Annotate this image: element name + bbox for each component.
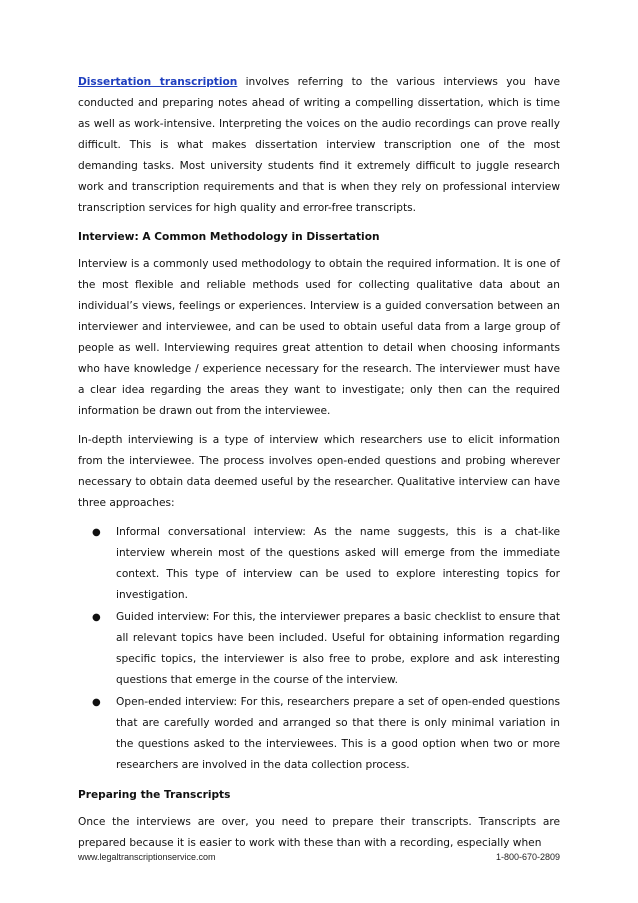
interview-paragraph-1: Interview is a commonly used methodology to obtain the required information. It is one of the most flexible and reliable methods used for collecting qualitative data about an individual’s views, feelings or experiences. Interview is a guided conversation between an interviewer and interviewee, and can be used to obtain useful data from a large group of people as well. Interviewing requires great attention to detail when choosing informants who have knowledge / experience necessary for the research. The interviewer must have a clear idea regarding the areas they want to investigate; only then can the required information be drawn out from the interviewee. bbox=[78, 258, 560, 417]
footer-website: www.legaltranscriptionservice.com bbox=[78, 852, 216, 862]
bullet-icon: ● bbox=[92, 612, 101, 623]
page-footer bbox=[78, 852, 560, 862]
dissertation-transcription-link[interactable]: Dissertation transcription bbox=[78, 76, 238, 88]
list-item-text: Guided interview: For this, the interviewer prepares a basic checklist to ensure that all relevant topics have been included. Useful for obtaining information regarding specific topics, the interviewer is also free to probe, explore and ask interesting questions that emerge in the course of the interview. bbox=[116, 611, 560, 686]
bullet-icon: ● bbox=[92, 697, 101, 708]
list-item bbox=[78, 607, 560, 691]
list-item bbox=[78, 692, 560, 776]
list-item bbox=[78, 522, 560, 606]
intro-paragraph bbox=[78, 72, 560, 219]
bullet-icon: ● bbox=[92, 527, 101, 538]
interview-paragraph-2: In-depth interviewing is a type of interview which researchers use to elicit information from the interviewee. The process involves open-ended questions and probing wherever necessary to obtain data deemed useful by the researcher. Qualitative interview can have three approaches: bbox=[78, 434, 560, 509]
list-item-text: Informal conversational interview: As the name suggests, this is a chat-like interview wherein most of the questions asked will emerge from the immediate context. This type of interview can be used to explore interesting topics for investigation. bbox=[116, 526, 560, 601]
section-heading-interview: Interview: A Common Methodology in Dissertation bbox=[78, 231, 380, 243]
transcripts-paragraph-1: Once the interviews are over, you need to prepare their transcripts. Transcripts are prepared because it is easier to work with these than with a recording, especially when bbox=[78, 816, 560, 849]
intro-text: involves referring to the various interviews you have conducted and preparing notes ahead of writing a compelling dissertation, which is time as well as work-intensive. Interpreting the voices on the audio recordings can prove really difficult. This is what makes dissertation interview transcription one of the most demanding tasks. Most university students find it extremely difficult to juggle research work and transcription requirements and that is when they rely on professional interview transcription services for high quality and error-free transcripts. bbox=[78, 76, 560, 214]
section-heading-transcripts: Preparing the Transcripts bbox=[78, 789, 231, 801]
footer-phone: 1-800-670-2809 bbox=[495, 852, 560, 862]
list-item-text: Open-ended interview: For this, researchers prepare a set of open-ended questions that are carefully worded and arranged so that there is only minimal variation in the questions asked to the interviewees. This is a good option when two or more researchers are involved in the data collection process. bbox=[116, 696, 560, 771]
approaches-list bbox=[78, 522, 560, 776]
document-page bbox=[78, 72, 560, 854]
